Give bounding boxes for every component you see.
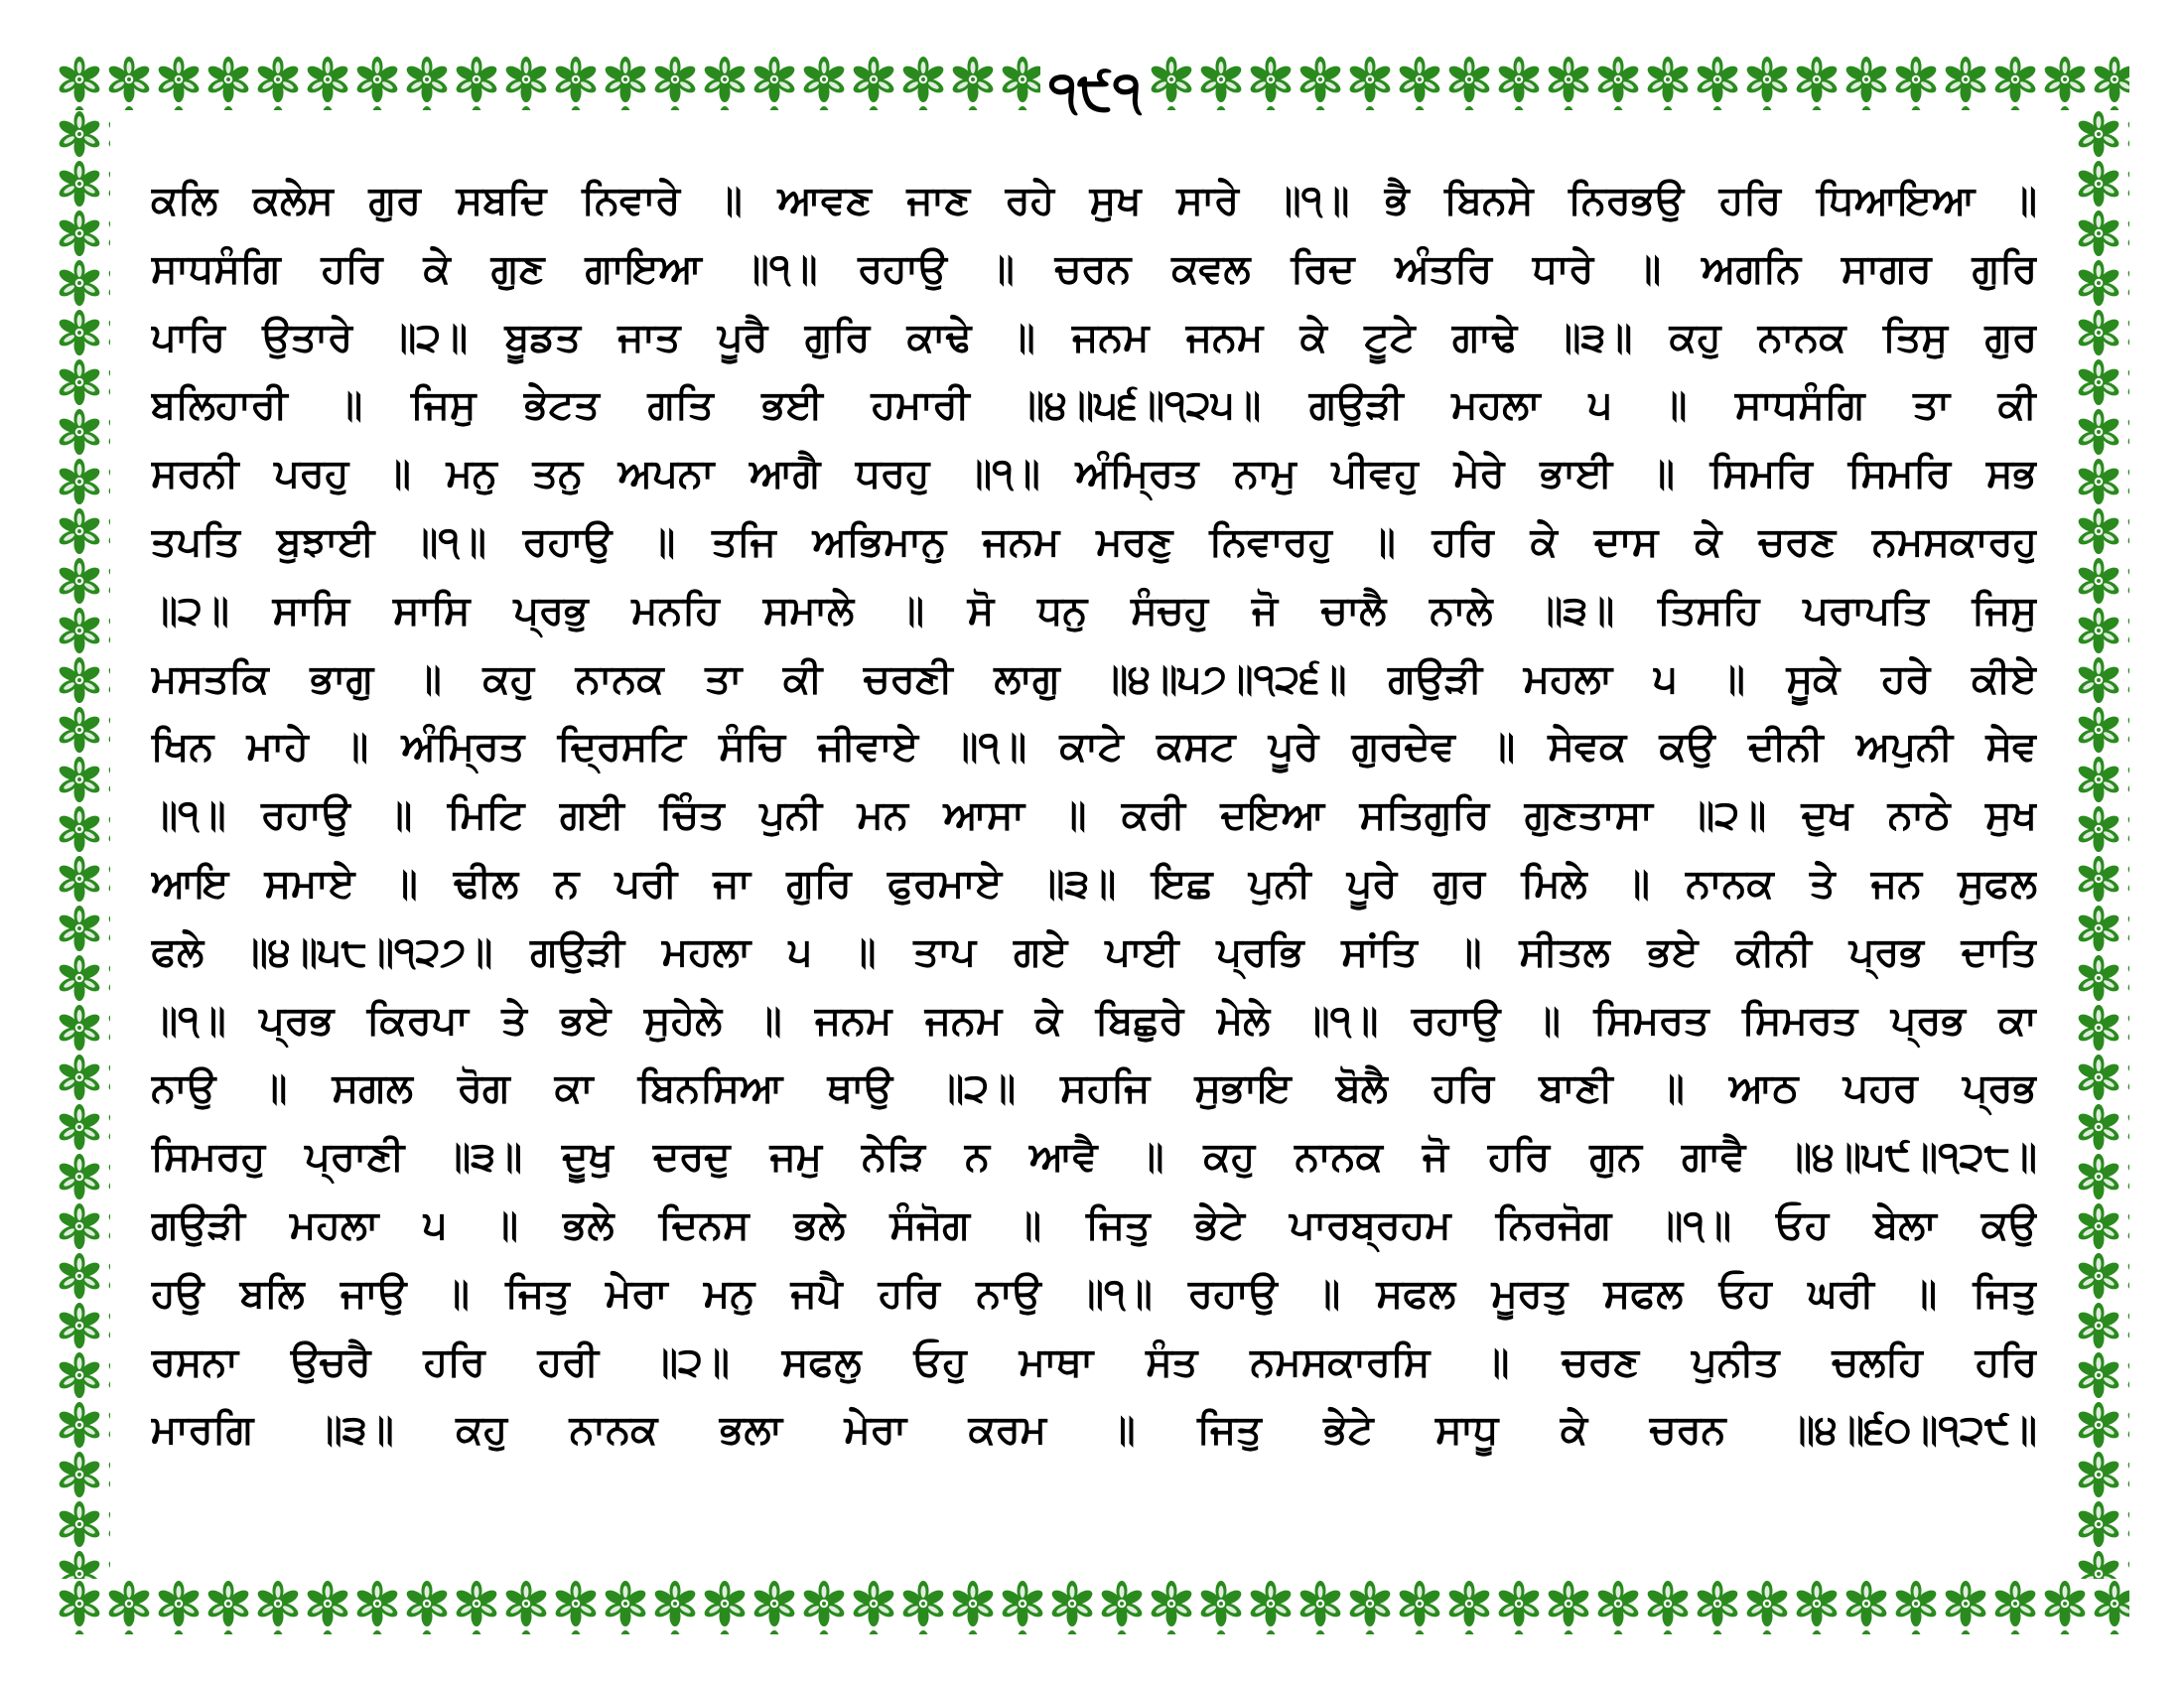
text-line: ਕਲਿ ਕਲੇਸ ਗੁਰ ਸਬਦਿ ਨਿਵਾਰੇ ॥ ਆਵਣ ਜਾਣ ਰਹੇ ਸੁਖ ਸਾਰੇ ॥੧॥ ਭੈ ਬਿਨਸੇ ਨਿਰਭਉ ਹਰਿ ਧਿਆਇਆ ॥: [151, 178, 2037, 223]
text-line: ਸਾਧਸੰਗਿ ਹਰਿ ਕੇ ਗੁਣ ਗਾਇਆ ॥੧॥ ਰਹਾਉ ॥ ਚਰਨ ਕਵਲ ਰਿਦ ਅੰਤਰਿ ਧਾਰੇ ॥ ਅਗਨਿ ਸਾਗਰ ਗੁਰਿ: [151, 245, 2037, 292]
text-line: ॥੧॥ ਪ੍ਰਭ ਕਿਰਪਾ ਤੇ ਭਏ ਸੁਹੇਲੇ ॥ ਜਨਮ ਜਨਮ ਕੇ ਬਿਛੁਰੇ ਮੇਲੇ ॥੧॥ ਰਹਾਉ ॥ ਸਿਮਰਤ ਸਿਮਰਤ ਪ੍ਰਭ ਕਾ: [151, 997, 2037, 1044]
gurbani-text-block: [151, 167, 2037, 1537]
text-line: ਮਾਰਗਿ ॥੩॥ ਕਹੁ ਨਾਨਕ ਭਲਾ ਮੇਰਾ ਕਰਮ ॥ ਜਿਤੁ ਭੇਟੇ ਸਾਧੂ ਕੇ ਚਰਨ ॥੪॥੬੦॥੧੨੯॥: [151, 1407, 2037, 1454]
text-line: ਨਾਉ ॥ ਸਗਲ ਰੋਗ ਕਾ ਬਿਨਸਿਆ ਥਾਉ ॥੨॥ ਸਹਜਿ ਸੁਭਾਇ ਬੋਲੈ ਹਰਿ ਬਾਣੀ ॥ ਆਠ ਪਹਰ ਪ੍ਰਭ: [151, 1065, 2037, 1112]
text-line: ਰਸਨਾ ਉਚਰੈ ਹਰਿ ਹਰੀ ॥੨॥ ਸਫਲੁ ਓਹੁ ਮਾਥਾ ਸੰਤ ਨਮਸਕਾਰਸਿ ॥ ਚਰਣ ਪੁਨੀਤ ਚਲਹਿ ਹਰਿ: [151, 1338, 2037, 1385]
text-line: ਸਰਨੀ ਪਰਹੁ ॥ ਮਨੁ ਤਨੁ ਅਪਨਾ ਆਗੈ ਧਰਹੁ ॥੧॥ ਅੰਮ੍ਰਿਤ ਨਾਮੁ ਪੀਵਹੁ ਮੇਰੇ ਭਾਈ ॥ ਸਿਮਰਿ ਸਿਮਰਿ ਸਭ: [151, 451, 2037, 497]
text-line: ਮਸਤਕਿ ਭਾਗੁ ॥ ਕਹੁ ਨਾਨਕ ਤਾ ਕੀ ਚਰਣੀ ਲਾਗੁ ॥੪॥੫੭॥੧੨੬॥ ਗਉੜੀ ਮਹਲਾ ੫ ॥ ਸੂਕੇ ਹਰੇ ਕੀਏ: [151, 655, 2037, 702]
text-line: ਸਿਮਰਹੁ ਪ੍ਰਾਣੀ ॥੩॥ ਦੂਖੁ ਦਰਦੁ ਜਮੁ ਨੇੜਿ ਨ ਆਵੈ ॥ ਕਹੁ ਨਾਨਕ ਜੋ ਹਰਿ ਗੁਨ ਗਾਵੈ ॥੪॥੫੯॥੧੨੮॥: [151, 1134, 2037, 1181]
text-line: ਪਾਰਿ ਉਤਾਰੇ ॥੨॥ ਬੂਡਤ ਜਾਤ ਪੂਰੈ ਗੁਰਿ ਕਾਢੇ ॥ ਜਨਮ ਜਨਮ ਕੇ ਟੂਟੇ ਗਾਢੇ ॥੩॥ ਕਹੁ ਨਾਨਕ ਤਿਸੁ ਗੁਰ: [151, 314, 2037, 360]
text-line: ਖਿਨ ਮਾਹੇ ॥ ਅੰਮ੍ਰਿਤ ਦ੍ਰਿਸਟਿ ਸੰਚਿ ਜੀਵਾਏ ॥੧॥ ਕਾਟੇ ਕਸਟ ਪੂਰੇ ਗੁਰਦੇਵ ॥ ਸੇਵਕ ਕਉ ਦੀਨੀ ਅਪੁਨੀ ਸੇਵ: [151, 724, 2037, 771]
page-number: ੧੯੧: [1040, 52, 1150, 131]
lotus-flower-icon: [55, 109, 110, 1579]
text-line: ਫਲੇ ॥੪॥੫੮॥੧੨੭॥ ਗਉੜੀ ਮਹਲਾ ੫ ॥ ਤਾਪ ਗਏ ਪਾਈ ਪ੍ਰਭਿ ਸਾਂਤਿ ॥ ਸੀਤਲ ਭਏ ਕੀਨੀ ਪ੍ਰਭ ਦਾਤਿ: [151, 928, 2037, 975]
border-bottom: [55, 1579, 2129, 1634]
lotus-flower-icon: [2074, 109, 2129, 1579]
text-line: ਤਪਤਿ ਬੁਝਾਈ ॥੧॥ ਰਹਾਉ ॥ ਤਜਿ ਅਭਿਮਾਨੁ ਜਨਮ ਮਰਣੁ ਨਿਵਾਰਹੁ ॥ ਹਰਿ ਕੇ ਦਾਸ ਕੇ ਚਰਣ ਨਮਸਕਾਰਹੁ: [151, 518, 2037, 565]
text-line: ਹਉ ਬਲਿ ਜਾਉ ॥ ਜਿਤੁ ਮੇਰਾ ਮਨੁ ਜਪੈ ਹਰਿ ਨਾਉ ॥੧॥ ਰਹਾਉ ॥ ਸਫਲ ਮੂਰਤੁ ਸਫਲ ਓਹ ਘਰੀ ॥ ਜਿਤੁ: [151, 1270, 2037, 1317]
border-right: [2074, 109, 2129, 1579]
text-line: ॥੨॥ ਸਾਸਿ ਸਾਸਿ ਪ੍ਰਭੁ ਮਨਹਿ ਸਮਾਲੇ ॥ ਸੋ ਧਨੁ ਸੰਚਹੁ ਜੋ ਚਾਲੈ ਨਾਲੇ ॥੩॥ ਤਿਸਹਿ ਪਰਾਪਤਿ ਜਿਸੁ: [151, 587, 2037, 633]
text-line: ਬਲਿਹਾਰੀ ॥ ਜਿਸੁ ਭੇਟਤ ਗਤਿ ਭਈ ਹਮਾਰੀ ॥੪॥੫੬॥੧੨੫॥ ਗਉੜੀ ਮਹਲਾ ੫ ॥ ਸਾਧਸੰਗਿ ਤਾ ਕੀ: [151, 382, 2037, 429]
lotus-flower-icon: [55, 1579, 2129, 1634]
border-left: [55, 109, 110, 1579]
text-line: ਗਉੜੀ ਮਹਲਾ ੫ ॥ ਭਲੇ ਦਿਨਸ ਭਲੇ ਸੰਜੋਗ ॥ ਜਿਤੁ ਭੇਟੇ ਪਾਰਬ੍ਰਹਮ ਨਿਰਜੋਗ ॥੧॥ ਓਹ ਬੇਲਾ ਕਉ: [151, 1201, 2037, 1248]
text-line: ਆਇ ਸਮਾਏ ॥ ਢੀਲ ਨ ਪਰੀ ਜਾ ਗੁਰਿ ਫੁਰਮਾਏ ॥੩॥ ਇਛ ਪੁਨੀ ਪੂਰੇ ਗੁਰ ਮਿਲੇ ॥ ਨਾਨਕ ਤੇ ਜਨ ਸੁਫਲ: [151, 860, 2037, 907]
text-line: ॥੧॥ ਰਹਾਉ ॥ ਮਿਟਿ ਗਈ ਚਿੰਤ ਪੁਨੀ ਮਨ ਆਸਾ ॥ ਕਰੀ ਦਇਆ ਸਤਿਗੁਰਿ ਗੁਣਤਾਸਾ ॥੨॥ ਦੁਖ ਨਾਠੇ ਸੁਖ: [151, 792, 2037, 839]
